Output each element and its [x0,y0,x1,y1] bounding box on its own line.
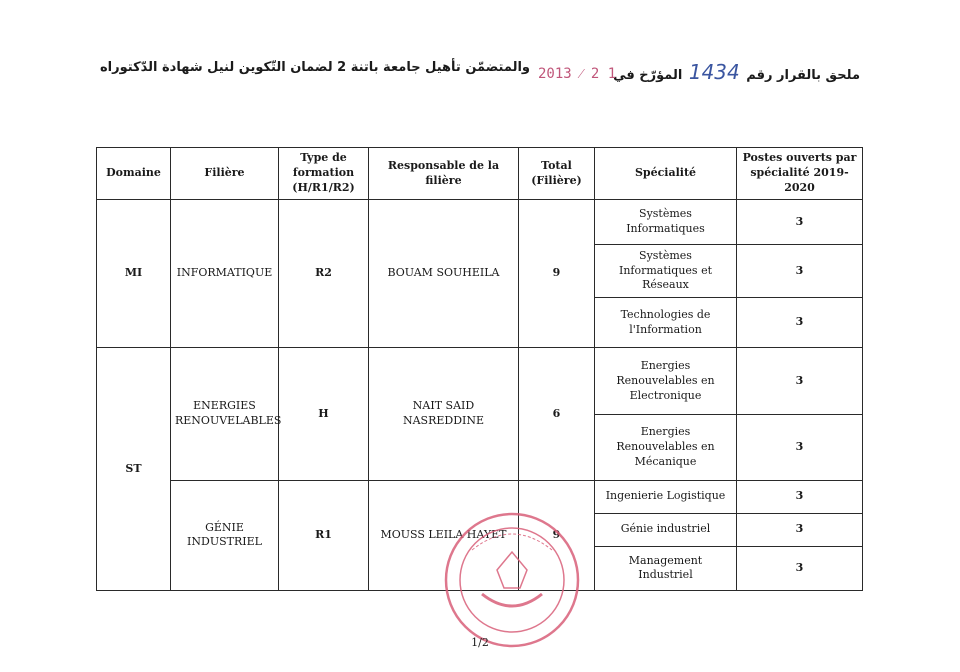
specialite-cell [595,348,737,480]
postes-item: 3 [737,546,862,590]
table-row [97,348,863,480]
postes-item: 3 [737,414,862,479]
domain-cell: MI [97,200,171,348]
responsable-cell: MOUSS LEILA HAYET [369,480,519,590]
page-number: 1/2 [471,636,489,649]
filiere-cell: ENERGIES RENOUVELABLES [171,348,279,480]
postes-item: 3 [795,373,804,387]
specialite-cell [595,480,737,590]
postes-item: 3 [795,489,804,503]
header-type: Type de formation (H/R1/R2) [279,148,369,200]
postes-item: 3 [737,297,862,347]
filiere-cell: GÉNIE INDUSTRIEL [171,480,279,590]
table-row [97,480,863,590]
specialite-cell [595,200,737,348]
postes-item: 3 [795,214,804,228]
seal-crescent [482,594,542,606]
header-postes: Postes ouverts par spécialité 2019-2020 [737,148,863,200]
decree-label: ملحق بالقرار رقم [746,68,860,83]
postes-cell [737,480,863,590]
dated-label: المؤرّخ في [613,68,683,83]
header-responsable: Responsable de la filière [369,148,519,200]
type-cell: R2 [279,200,369,348]
header-filiere: Filière [171,148,279,200]
table-header-row [97,148,863,200]
document-header [100,58,860,86]
total-cell: 9 [519,480,595,590]
postes-item: 3 [737,513,862,546]
specialite-item: Energies Renouvelables en Electronique [616,359,715,402]
doctorate-table [96,147,863,591]
header-specialite: Spécialité [595,148,737,200]
header-domaine: Domaine [97,148,171,200]
filiere-cell: INFORMATIQUE [171,200,279,348]
decree-date: 2013 ⁄ 2 1 [538,66,617,82]
type-cell: H [279,348,369,480]
specialite-item: Management Industriel [595,546,736,590]
domain-cell: ST [97,348,171,591]
type-cell: R1 [279,480,369,590]
postes-cell [737,348,863,480]
postes-cell [737,200,863,348]
decree-subject: والمتضمّن تأهيل جامعة باتنة 2 لضمان التّكوين لنيل شهادة الدّكتوراه [100,60,530,75]
specialite-item: Systèmes Informatiques et Réseaux [595,244,736,297]
responsable-cell: BOUAM SOUHEILA [369,200,519,348]
specialite-item: Energies Renouvelables en Mécanique [595,414,736,479]
header-total: Total (Filière) [519,148,595,200]
decree-reference [613,60,860,84]
total-cell: 9 [519,200,595,348]
specialite-item: Systèmes Informatiques [626,207,705,235]
decree-number: 1434 [688,60,740,84]
postes-item: 3 [737,244,862,297]
specialite-item: Ingenierie Logistique [605,489,726,503]
total-cell: 6 [519,348,595,480]
specialite-item: Génie industriel [595,513,736,546]
specialite-item: Technologies de l'Information [595,297,736,347]
table-row [97,200,863,348]
responsable-cell: NAIT SAID NASREDDINE [369,348,519,480]
